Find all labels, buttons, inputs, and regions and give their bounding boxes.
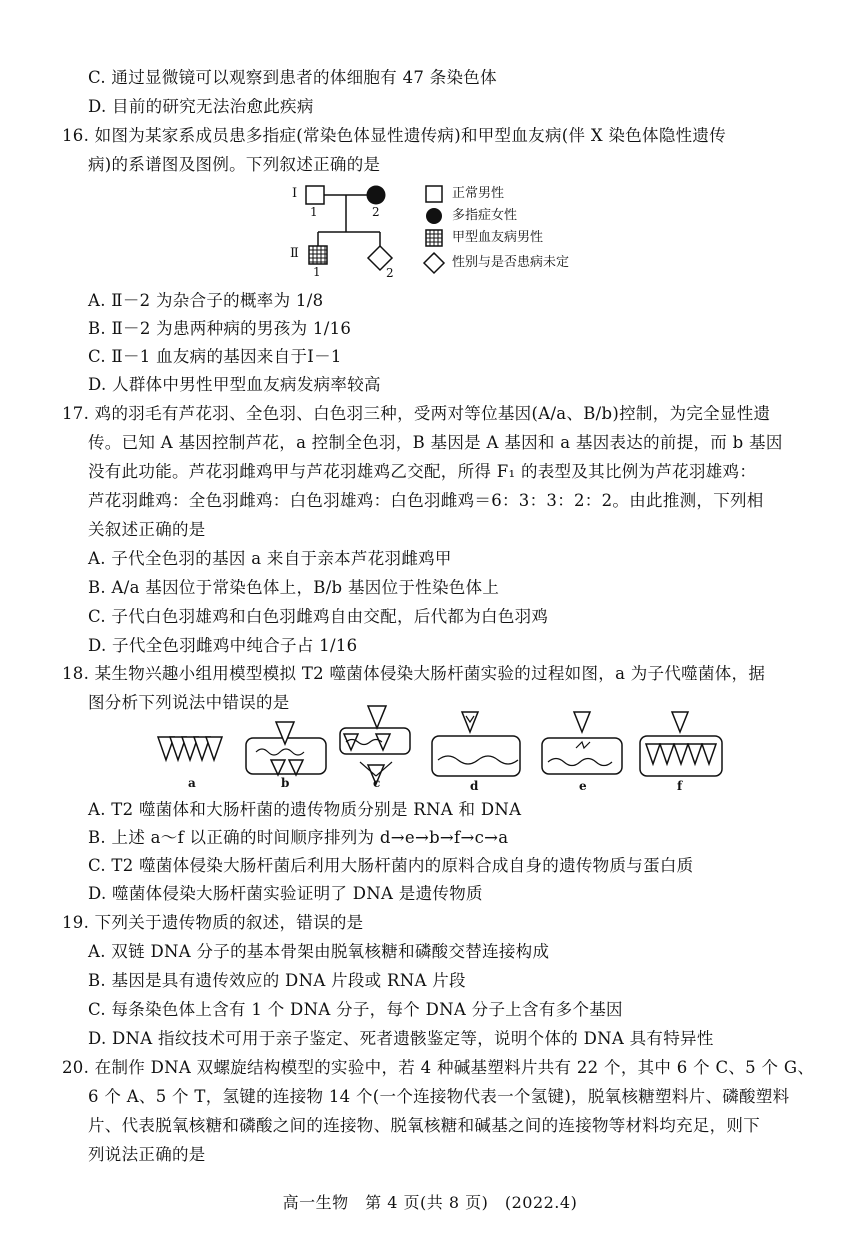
q17-stem-line-1: 17. 鸡的羽毛有芦花羽、全色羽、白色羽三种，受两对等位基因(A/a、B/b)控制，为完全显性遗 [62, 404, 771, 423]
q19-option-d: D. DNA 指纹技术可用于亲子鉴定、死者遗骸鉴定等，说明个体的 DNA 具有特异性 [88, 1029, 714, 1048]
legend-hemophilia-male: 甲型血友病男性 [452, 230, 544, 245]
q18-option-d: D. 噬菌体侵染大肠杆菌实验证明了 DNA 是遗传物质 [88, 884, 483, 903]
q17-stem-line-3: 没有此功能。芦花羽雌鸡甲与芦花羽雄鸡乙交配，所得 F₁ 的表型及其比例为芦花羽雄鸡： [88, 462, 757, 481]
stage-e-phage [574, 712, 590, 732]
page-footer: 高一生物 第 4 页(共 8 页) (2022.4) [282, 1193, 578, 1212]
stage-label-e: e [579, 779, 587, 793]
generation-label-i: Ⅰ [292, 186, 298, 201]
q15-option-d: D. 目前的研究无法治愈此疾病 [88, 97, 314, 116]
q16-option-d: D. 人群体中男性甲型血友病发病率较高 [88, 375, 381, 394]
generation-label-ii: Ⅱ [290, 246, 299, 261]
stage-label-d: d [470, 779, 479, 793]
q18-stem-line-1: 18. 某生物兴趣小组用模型模拟 T2 噬菌体侵染大肠杆菌实验的过程如图，a 为子代噬菌体，据 [62, 664, 766, 683]
legend-polydactyly-female: 多指症女性 [452, 208, 518, 223]
q19-option-c: C. 每条染色体上含有 1 个 DNA 分子，每个 DNA 分子上含有多个基因 [88, 1000, 623, 1019]
q16-option-b: B. Ⅱ－2 为患两种病的男孩为 1/16 [88, 319, 352, 338]
i2-number: 2 [372, 205, 380, 219]
stage-a-phages [158, 737, 222, 760]
q19-option-a: A. 双链 DNA 分子的基本骨架由脱氧核糖和磷酸交替连接构成 [88, 942, 550, 961]
q18-option-a: A. T2 噬菌体和大肠杆菌的遗传物质分别是 RNA 和 DNA [88, 800, 522, 819]
ii2-number: 2 [386, 266, 394, 280]
i1-number: 1 [310, 205, 318, 219]
q18-option-c: C. T2 噬菌体侵染大肠杆菌后利用大肠杆菌内的原料合成自身的遗传物质与蛋白质 [88, 856, 694, 875]
legend-unknown: 性别与是否患病未定 [452, 255, 570, 270]
q17-stem-line-4: 芦花羽雌鸡：全色羽雌鸡：白色羽雄鸡：白色羽雌鸡＝6：3：3：2：2。由此推测，下列相 [88, 491, 764, 510]
q17-option-d: D. 子代全色羽雌鸡中纯合子占 1/16 [88, 636, 358, 655]
q15-option-c: C. 通过显微镜可以观察到患者的体细胞有 47 条染色体 [88, 68, 497, 87]
stage-label-c: c [373, 776, 381, 790]
q16-stem-line-1: 16. 如图为某家系成员患多指症(常染色体显性遗传病)和甲型血友病(伴 X 染色体隐性遗传 [62, 126, 727, 145]
q20-stem-line-1: 20. 在制作 DNA 双螺旋结构模型的实验中，若 4 种碱基塑料片共有 22 个，其中 6 个 C、5 个 G、 [62, 1058, 815, 1077]
q17-stem-line-5: 关叙述正确的是 [88, 520, 206, 539]
q18-stem-line-2: 图分析下列说法中错误的是 [88, 693, 290, 712]
q17-option-b: B. A/a 基因位于常染色体上，B/b 基因位于性染色体上 [88, 578, 500, 597]
q20-stem-line-4: 列说法正确的是 [88, 1145, 206, 1164]
q16-option-a: A. Ⅱ－2 为杂合子的概率为 1/8 [88, 291, 324, 310]
q16-option-c: C. Ⅱ－1 血友病的基因来自于Ⅰ－1 [88, 347, 342, 366]
q17-stem-line-2: 传。已知 A 基因控制芦花，a 控制全色羽，B 基因是 A 基因和 a 基因表达的前提，而 b 基因 [88, 433, 783, 452]
stage-label-a: a [188, 776, 196, 790]
q16-stem-line-2: 病)的系谱图及图例。下列叙述正确的是 [88, 155, 381, 174]
q18-option-b: B. 上述 a～f 以正确的时间顺序排列为 d→e→b→f→c→a [88, 828, 509, 847]
stage-label-f: f [677, 779, 683, 793]
ii1-number: 1 [313, 265, 321, 279]
legend-normal-male: 正常男性 [452, 186, 505, 201]
stage-label-b: b [281, 776, 290, 790]
q17-option-a: A. 子代全色羽的基因 a 来自于亲本芦花羽雌鸡甲 [88, 549, 452, 568]
q17-option-c: C. 子代白色羽雄鸡和白色羽雌鸡自由交配，后代都为白色羽鸡 [88, 607, 549, 626]
q20-stem-line-2: 6 个 A、5 个 T，氢键的连接物 14 个(一个连接物代表一个氢键)，脱氧核糖塑料片、磷酸塑料 [88, 1087, 790, 1106]
q20-stem-line-3: 片、代表脱氧核糖和磷酸之间的连接物、脱氧核糖和碱基之间的连接物等材料均充足，则下 [88, 1116, 760, 1135]
q19-stem: 19. 下列关于遗传物质的叙述，错误的是 [62, 913, 364, 932]
q19-option-b: B. 基因是具有遗传效应的 DNA 片段或 RNA 片段 [88, 971, 466, 990]
